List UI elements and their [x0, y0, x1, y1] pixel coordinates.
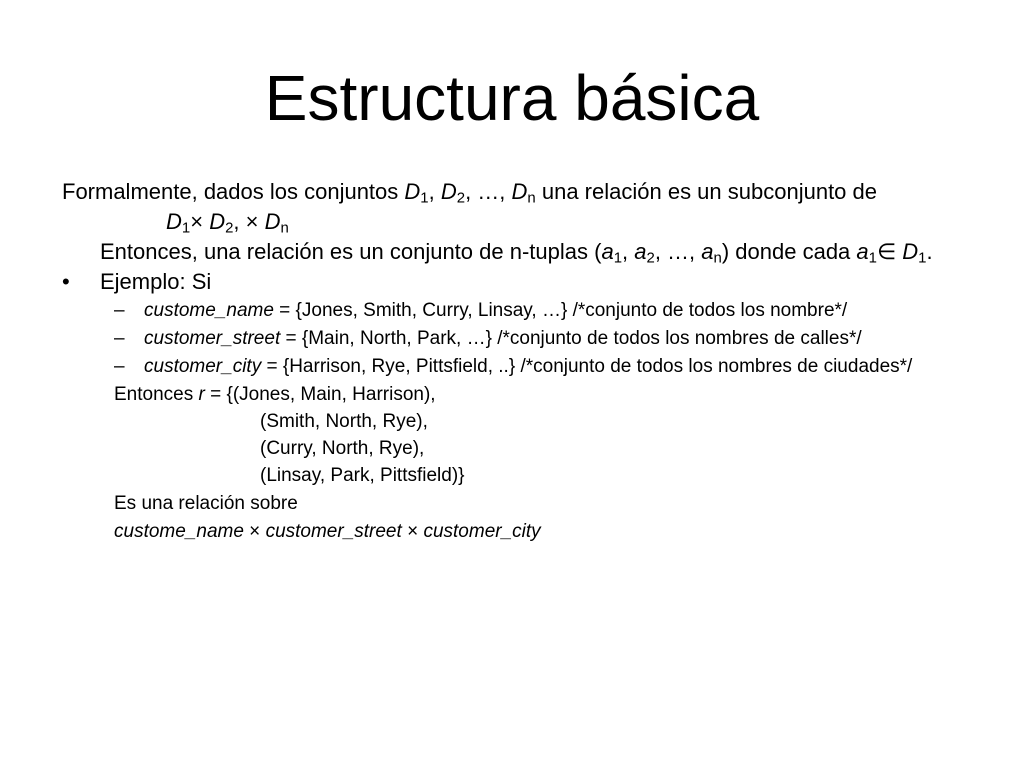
- bullet-item-example: [62, 270, 962, 294]
- dash-icon: –: [114, 328, 125, 349]
- dash-icon: –: [114, 356, 125, 377]
- dash-icon: –: [114, 300, 125, 321]
- slide-title: Estructura básica: [264, 62, 760, 134]
- relation-over-line: Es una relación sobre: [114, 493, 298, 514]
- sub-item-customer-city: [62, 356, 962, 378]
- sub-item-custome-name: [62, 300, 962, 322]
- tuple-row: (Linsay, Park, Pittsfield)}: [260, 465, 465, 486]
- sub-item-text: customer_street = {Main, North, Park, …} /*conjunto de todos los nombres de calles*/: [144, 328, 862, 349]
- tuples-paragraph: Entonces, una relación es un conjunto de n-tuplas ($a_1$, $a_2$, …, $a_n$) donde cada $a_1\in$ $D_1$.: [100, 239, 933, 267]
- tuple-row: (Smith, North, Rye),: [260, 411, 428, 432]
- tuple-row: (Curry, North, Rye),: [260, 438, 425, 459]
- cartesian-product-formula: $D_1\times D_2$, × $D_n$: [166, 209, 289, 237]
- sub-item-text: custome_name = {Jones, Smith, Curry, Linsay, …} /*conjunto de todos los nombre*/: [144, 300, 848, 321]
- relation-r-line: Entonces r = {(Jones, Main, Harrison),: [114, 384, 436, 405]
- slide-body: [62, 180, 962, 543]
- product-line: custome_name × customer_street × customer_city: [114, 521, 541, 542]
- definition-paragraph: Formalmente, dados los conjuntos $D_1$, $D_2$, …, $D_n$ una relación es un subconjunto de: [62, 179, 877, 207]
- bullet-text: Ejemplo: Si: [100, 269, 212, 294]
- sub-item-text: customer_city = {Harrison, Rye, Pittsfield, ..} /*conjunto de todos los nombres de ciudades*/: [144, 356, 913, 377]
- bullet-icon: •: [62, 269, 70, 294]
- sub-item-customer-street: [62, 328, 962, 350]
